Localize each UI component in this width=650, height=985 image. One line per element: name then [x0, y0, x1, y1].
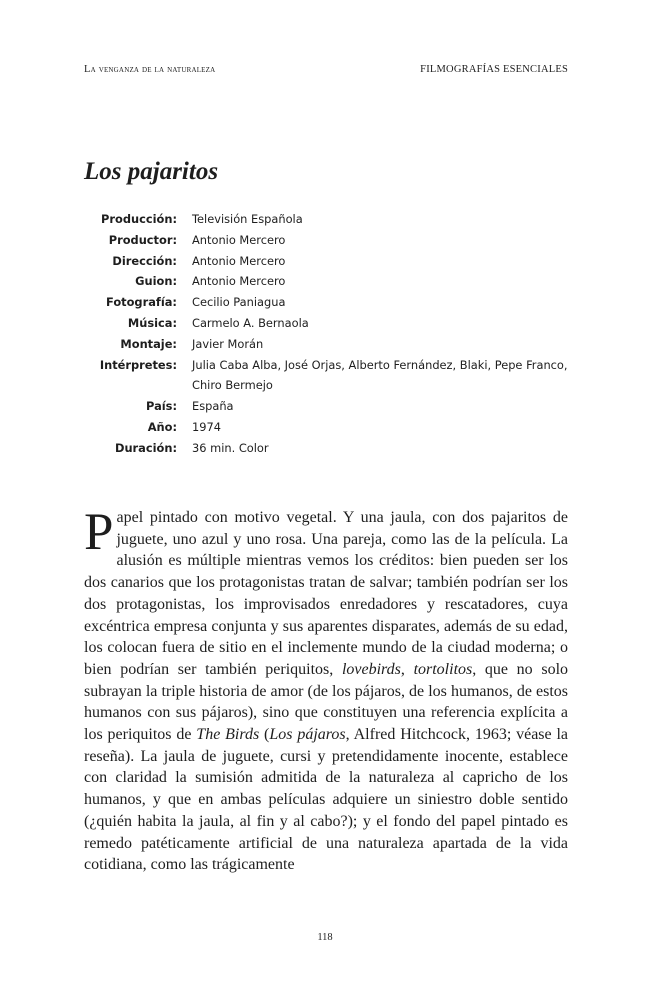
credit-row	[84, 396, 568, 417]
credit-value: Carmelo A. Bernaola	[192, 315, 309, 330]
body-segment: , Alfred Hitchcock, 1963; véase la reseña). La jaula de juguete, cursi y pretendidamente inocente, establece con claridad la sumisión admitida de la naturaleza al capricho de los humanos, y que en ambas películas adquiere un siniestro doble sentido (¿quién habita la jaula, al fin y al cabo?); y el fondo del papel pintado es remedo patéticamente artificial de una naturaleza apartada de la vida cotidiana, como las trágicamente	[84, 726, 569, 874]
page-number: 118	[317, 932, 333, 943]
review-body	[84, 503, 569, 876]
credit-label: Productor:	[108, 232, 177, 247]
credit-row	[84, 438, 568, 459]
credit-label: Intérpretes:	[99, 357, 177, 372]
running-head	[84, 64, 568, 80]
credit-label: Fotografía:	[106, 295, 177, 310]
credits-list	[84, 209, 568, 459]
credit-row	[84, 271, 568, 292]
credit-value: 36 min. Color	[192, 440, 269, 455]
body-segment-italic: tortolitos	[413, 660, 473, 678]
credit-label: Guion:	[135, 274, 177, 289]
credit-label: Montaje:	[120, 336, 177, 351]
body-segment-italic: lovebirds	[341, 660, 401, 678]
credit-row	[84, 355, 568, 397]
credit-label: Dirección:	[112, 253, 177, 268]
credit-row	[84, 313, 568, 334]
drop-cap: P	[84, 503, 114, 561]
credit-label: Duración:	[114, 440, 177, 455]
credit-value: Antonio Mercero	[192, 253, 286, 268]
body-segment-italic: Los pájaros	[269, 726, 346, 744]
credit-value: Cecilio Paniagua	[192, 295, 286, 310]
credit-value: Televisión Española	[192, 212, 303, 226]
credit-row	[84, 251, 568, 272]
film-title: Los pajaritos	[84, 158, 219, 185]
credit-row	[84, 334, 568, 355]
credit-row	[84, 292, 568, 313]
credit-label: Música:	[127, 315, 177, 330]
running-head-left: La venganza de la naturaleza	[84, 64, 216, 75]
credit-value: Antonio Mercero	[192, 232, 286, 247]
body-segment: (	[259, 726, 270, 744]
credit-value: España	[192, 399, 234, 414]
body-segment: , que no solo subrayan la triple historia de amor (de los pájaros, de los humanos, de estos humanos con sus pájaros), sino que constituyen una referencia explícita a los periquitos de	[84, 660, 569, 744]
credit-value: 1974	[192, 419, 221, 434]
credit-label: Producción:	[101, 212, 177, 226]
body-segment: apel pintado con motivo vegetal. Y una jaula, con dos pajaritos de juguete, uno azul y uno rosa. Una pareja, como las de la película. La alusión es múltiple mientras vemos los créditos: bien pueden ser los dos canarios que los protagonistas tratan de salvar; también podrían ser los dos protagonistas, los improvisados enredadores y rescatadores, cuya excéntrica empresa conjunta y sus aparentes disparates, además de su edad, los colocan fuera de sitio en el inclemente mundo de la ciudad moderna; o bien podrían ser también periquitos,	[84, 509, 568, 678]
body-segment-italic: The Birds	[196, 726, 260, 744]
credit-value: Antonio Mercero	[192, 274, 286, 289]
body-segment: ,	[400, 660, 414, 678]
credit-row	[84, 209, 568, 230]
credit-value: Javier Morán	[192, 336, 264, 351]
credit-value: Julia Caba Alba, José Orjas, Alberto Fernández, Blaki, Pepe Franco, Chiro Bermejo	[192, 357, 568, 393]
credit-label: País:	[146, 399, 177, 414]
credit-row	[84, 230, 568, 251]
running-head-right: FILMOGRAFÍAS ESENCIALES	[420, 64, 568, 75]
credit-label: Año:	[147, 419, 177, 434]
credit-row	[84, 417, 568, 438]
